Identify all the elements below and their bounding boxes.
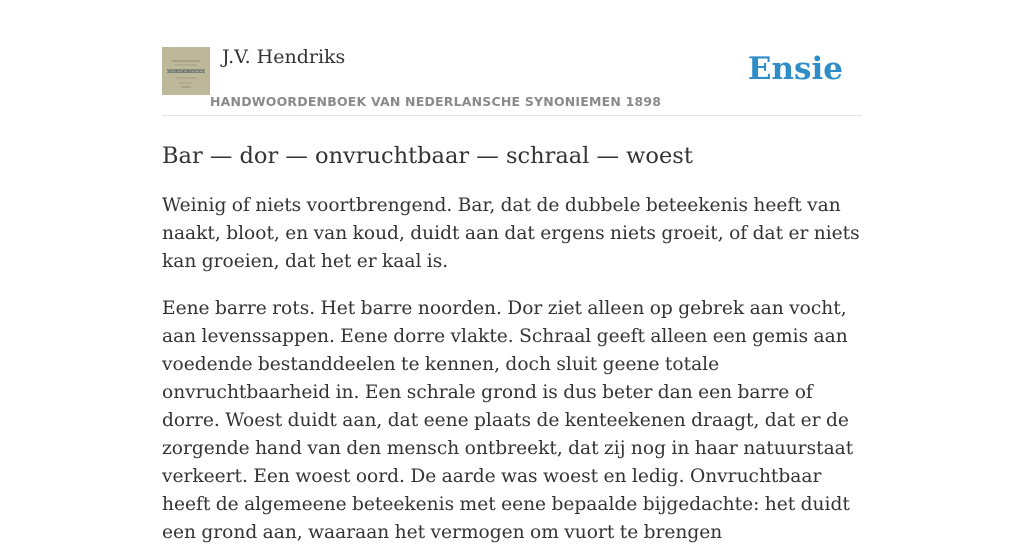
entry-header	[162, 0, 862, 116]
content-column	[162, 0, 862, 547]
source-label[interactable]: HANDWOORDENBOEK VAN NEDERLANSCHE SYNONIEMEN 1898	[210, 94, 662, 109]
brand-logo[interactable]: Ensie	[747, 51, 843, 87]
entry-paragraph-1: Weinig of niets voortbrengend. Bar, dat de dubbele beteekenis heeft van naakt, bloot, en van koud, duidt aan dat ergens niets groeit, of dat er niets kan groeien, dat het er kaal is.	[162, 195, 860, 272]
avatar-cover-text: NEDERLANSCHE SYNONIEMEN	[166, 70, 206, 74]
entry-paragraph-2: Eene barre rots. Het barre noorden. Dor ziet alleen op gebrek aan vocht, aan levenssappen. Eene dorre vlakte. Schraal geeft alleen een gemis aan voedende bestanddeelen te kennen, doch sluit geene totale onvruchtbaarheid in. Een schrale grond is dus beter dan een barre of dorre. Woest duidt aan, dat eene plaats de kenteekenen draagt, dat er de zorgende hand van den mensch ontbreekt, dat zij nog in haar natuurstaat verkeert. Een woest oord. De aarde was woest en ledig. Onvruchtbaar heeft de algemeene beteekenis met eene bepaalde bijgedachte: het duidt een grond aan, waaraan het vermogen om vuort te brengen	[162, 298, 854, 543]
author-name[interactable]: J.V. Hendriks	[222, 46, 346, 68]
entry-title: Bar — dor — onvruchtbaar — schraal — woest	[162, 143, 693, 169]
avatar[interactable]	[162, 47, 210, 95]
book-cover-icon	[162, 47, 210, 95]
